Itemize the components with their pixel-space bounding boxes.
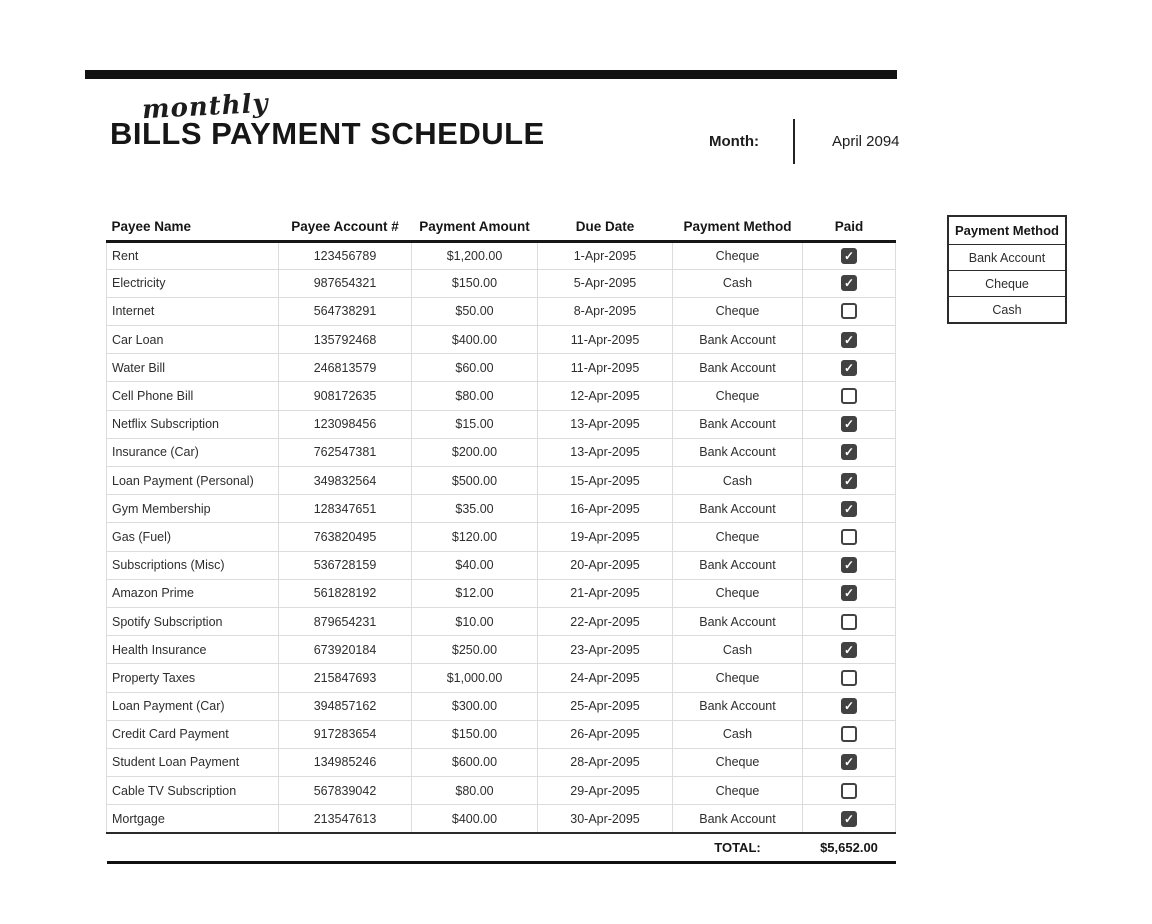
payment-method-cell: Cheque bbox=[673, 297, 803, 325]
month-value[interactable]: April 2094 bbox=[831, 132, 900, 150]
paid-checkbox[interactable]: ✓ bbox=[841, 585, 857, 601]
due-date-cell: 20-Apr-2095 bbox=[538, 551, 673, 579]
paid-cell bbox=[803, 269, 896, 297]
payment-amount-cell: $500.00 bbox=[412, 467, 538, 495]
payee-account-cell: 213547613 bbox=[279, 805, 412, 833]
table-row bbox=[107, 297, 896, 325]
table-row bbox=[107, 467, 896, 495]
payee-account-cell: 673920184 bbox=[279, 636, 412, 664]
payee-account-cell: 987654321 bbox=[279, 269, 412, 297]
payee-name-cell: Spotify Subscription bbox=[107, 607, 279, 635]
payee-name-cell: Amazon Prime bbox=[107, 579, 279, 607]
table-row bbox=[107, 523, 896, 551]
payment-amount-cell: $60.00 bbox=[412, 354, 538, 382]
payment-method-cell: Cash bbox=[673, 720, 803, 748]
due-date-cell: 30-Apr-2095 bbox=[538, 805, 673, 833]
payment-amount-cell: $10.00 bbox=[412, 607, 538, 635]
due-date-cell: 13-Apr-2095 bbox=[538, 438, 673, 466]
table-row bbox=[107, 607, 896, 635]
payee-account-cell: 762547381 bbox=[279, 438, 412, 466]
payment-method-cell: Bank Account bbox=[673, 551, 803, 579]
column-header-payee-account: Payee Account # bbox=[279, 214, 412, 241]
month-row bbox=[709, 118, 900, 164]
paid-checkbox[interactable]: ✓ bbox=[841, 248, 857, 264]
bills-table bbox=[106, 214, 896, 864]
table-row bbox=[107, 438, 896, 466]
column-header-paid: Paid bbox=[803, 214, 896, 241]
due-date-cell: 12-Apr-2095 bbox=[538, 382, 673, 410]
due-date-cell: 24-Apr-2095 bbox=[538, 664, 673, 692]
payee-name-cell: Internet bbox=[107, 297, 279, 325]
payment-amount-cell: $120.00 bbox=[412, 523, 538, 551]
paid-cell bbox=[803, 636, 896, 664]
payee-account-cell: 561828192 bbox=[279, 579, 412, 607]
payment-method-cell: Bank Account bbox=[673, 805, 803, 833]
due-date-cell: 26-Apr-2095 bbox=[538, 720, 673, 748]
total-row-spacer bbox=[107, 833, 673, 863]
table-row bbox=[107, 805, 896, 833]
payee-name-cell: Student Loan Payment bbox=[107, 748, 279, 776]
payment-method-cell: Bank Account bbox=[673, 326, 803, 354]
payment-method-legend bbox=[947, 215, 1067, 324]
legend-options bbox=[949, 244, 1065, 322]
payment-amount-cell: $12.00 bbox=[412, 579, 538, 607]
due-date-cell: 19-Apr-2095 bbox=[538, 523, 673, 551]
payee-account-cell: 879654231 bbox=[279, 607, 412, 635]
payment-amount-cell: $15.00 bbox=[412, 410, 538, 438]
payee-name-cell: Gym Membership bbox=[107, 495, 279, 523]
due-date-cell: 25-Apr-2095 bbox=[538, 692, 673, 720]
payment-method-cell: Cash bbox=[673, 467, 803, 495]
payment-amount-cell: $80.00 bbox=[412, 777, 538, 805]
paid-cell bbox=[803, 326, 896, 354]
due-date-cell: 16-Apr-2095 bbox=[538, 495, 673, 523]
payee-account-cell: 134985246 bbox=[279, 748, 412, 776]
due-date-cell: 22-Apr-2095 bbox=[538, 607, 673, 635]
payee-name-cell: Loan Payment (Car) bbox=[107, 692, 279, 720]
payment-amount-cell: $40.00 bbox=[412, 551, 538, 579]
payment-method-cell: Cheque bbox=[673, 777, 803, 805]
payment-method-cell: Cheque bbox=[673, 523, 803, 551]
paid-cell bbox=[803, 777, 896, 805]
top-accent-bar bbox=[85, 70, 897, 79]
paid-cell bbox=[803, 410, 896, 438]
payment-method-cell: Bank Account bbox=[673, 692, 803, 720]
table-row bbox=[107, 692, 896, 720]
column-header-due-date: Due Date bbox=[538, 214, 673, 241]
payee-name-cell: Subscriptions (Misc) bbox=[107, 551, 279, 579]
payee-account-cell: 763820495 bbox=[279, 523, 412, 551]
payee-name-cell: Loan Payment (Personal) bbox=[107, 467, 279, 495]
table-row bbox=[107, 636, 896, 664]
payee-account-cell: 536728159 bbox=[279, 551, 412, 579]
paid-checkbox[interactable] bbox=[841, 529, 857, 545]
table-header-row bbox=[107, 214, 896, 241]
bills-table-wrap bbox=[106, 214, 896, 864]
payee-name-cell: Electricity bbox=[107, 269, 279, 297]
payment-method-cell: Bank Account bbox=[673, 607, 803, 635]
payment-method-cell: Bank Account bbox=[673, 438, 803, 466]
due-date-cell: 8-Apr-2095 bbox=[538, 297, 673, 325]
table-body bbox=[107, 241, 896, 833]
paid-checkbox[interactable]: ✓ bbox=[841, 275, 857, 291]
legend-option: Cash bbox=[949, 296, 1065, 322]
payee-account-cell: 564738291 bbox=[279, 297, 412, 325]
payee-account-cell: 908172635 bbox=[279, 382, 412, 410]
table-row bbox=[107, 777, 896, 805]
payment-method-cell: Cheque bbox=[673, 664, 803, 692]
legend-option: Bank Account bbox=[949, 244, 1065, 270]
payment-amount-cell: $1,000.00 bbox=[412, 664, 538, 692]
paid-checkbox[interactable]: ✓ bbox=[841, 416, 857, 432]
paid-cell bbox=[803, 382, 896, 410]
paid-cell bbox=[803, 692, 896, 720]
paid-checkbox[interactable]: ✓ bbox=[841, 754, 857, 770]
legend-option: Cheque bbox=[949, 270, 1065, 296]
payee-name-cell: Water Bill bbox=[107, 354, 279, 382]
payment-method-cell: Cheque bbox=[673, 748, 803, 776]
payee-account-cell: 128347651 bbox=[279, 495, 412, 523]
payee-account-cell: 349832564 bbox=[279, 467, 412, 495]
payee-name-cell: Rent bbox=[107, 241, 279, 269]
paid-cell bbox=[803, 664, 896, 692]
paid-cell bbox=[803, 720, 896, 748]
payment-amount-cell: $200.00 bbox=[412, 438, 538, 466]
payment-amount-cell: $400.00 bbox=[412, 805, 538, 833]
paid-cell bbox=[803, 523, 896, 551]
month-label: Month: bbox=[709, 132, 759, 150]
paid-checkbox[interactable]: ✓ bbox=[841, 473, 857, 489]
payment-amount-cell: $150.00 bbox=[412, 720, 538, 748]
due-date-cell: 21-Apr-2095 bbox=[538, 579, 673, 607]
paid-checkbox[interactable]: ✓ bbox=[841, 501, 857, 517]
payment-method-cell: Cheque bbox=[673, 241, 803, 269]
payment-amount-cell: $250.00 bbox=[412, 636, 538, 664]
due-date-cell: 11-Apr-2095 bbox=[538, 354, 673, 382]
paid-cell bbox=[803, 579, 896, 607]
paid-cell bbox=[803, 297, 896, 325]
payee-account-cell: 215847693 bbox=[279, 664, 412, 692]
table-row bbox=[107, 269, 896, 297]
paid-cell bbox=[803, 805, 896, 833]
payee-account-cell: 394857162 bbox=[279, 692, 412, 720]
payment-amount-cell: $150.00 bbox=[412, 269, 538, 297]
payee-account-cell: 917283654 bbox=[279, 720, 412, 748]
paid-checkbox[interactable] bbox=[841, 614, 857, 630]
paid-cell bbox=[803, 607, 896, 635]
paid-checkbox[interactable] bbox=[841, 726, 857, 742]
paid-cell bbox=[803, 467, 896, 495]
payment-method-cell: Cash bbox=[673, 269, 803, 297]
paid-checkbox[interactable] bbox=[841, 783, 857, 799]
payee-name-cell: Mortgage bbox=[107, 805, 279, 833]
paid-checkbox[interactable]: ✓ bbox=[841, 557, 857, 573]
payment-amount-cell: $35.00 bbox=[412, 495, 538, 523]
payee-name-cell: Health Insurance bbox=[107, 636, 279, 664]
payment-method-cell: Bank Account bbox=[673, 354, 803, 382]
table-row bbox=[107, 354, 896, 382]
paid-cell bbox=[803, 354, 896, 382]
paid-checkbox[interactable] bbox=[841, 670, 857, 686]
paid-checkbox[interactable]: ✓ bbox=[841, 642, 857, 658]
due-date-cell: 29-Apr-2095 bbox=[538, 777, 673, 805]
payee-account-cell: 123456789 bbox=[279, 241, 412, 269]
month-divider-line bbox=[793, 119, 795, 164]
table-row bbox=[107, 495, 896, 523]
paid-checkbox[interactable]: ✓ bbox=[841, 444, 857, 460]
payment-method-cell: Cheque bbox=[673, 382, 803, 410]
paid-cell bbox=[803, 748, 896, 776]
payee-account-cell: 567839042 bbox=[279, 777, 412, 805]
table-row bbox=[107, 579, 896, 607]
paid-checkbox[interactable]: ✓ bbox=[841, 698, 857, 714]
table-row bbox=[107, 241, 896, 269]
payment-amount-cell: $300.00 bbox=[412, 692, 538, 720]
due-date-cell: 23-Apr-2095 bbox=[538, 636, 673, 664]
total-row bbox=[107, 833, 896, 863]
due-date-cell: 11-Apr-2095 bbox=[538, 326, 673, 354]
payment-method-cell: Cash bbox=[673, 636, 803, 664]
table-row bbox=[107, 410, 896, 438]
paid-checkbox[interactable] bbox=[841, 303, 857, 319]
paid-cell bbox=[803, 551, 896, 579]
payment-amount-cell: $50.00 bbox=[412, 297, 538, 325]
payee-name-cell: Cell Phone Bill bbox=[107, 382, 279, 410]
table-row bbox=[107, 551, 896, 579]
payment-method-cell: Bank Account bbox=[673, 410, 803, 438]
paid-checkbox[interactable] bbox=[841, 388, 857, 404]
payment-amount-cell: $400.00 bbox=[412, 326, 538, 354]
table-row bbox=[107, 664, 896, 692]
column-header-payment-method: Payment Method bbox=[673, 214, 803, 241]
page-title: BILLS PAYMENT SCHEDULE bbox=[110, 116, 545, 151]
paid-cell bbox=[803, 495, 896, 523]
table-row bbox=[107, 382, 896, 410]
title-script-word: monthly bbox=[141, 88, 270, 126]
payee-account-cell: 123098456 bbox=[279, 410, 412, 438]
paid-checkbox[interactable]: ✓ bbox=[841, 811, 857, 827]
payee-name-cell: Cable TV Subscription bbox=[107, 777, 279, 805]
due-date-cell: 28-Apr-2095 bbox=[538, 748, 673, 776]
table-row bbox=[107, 720, 896, 748]
payee-account-cell: 246813579 bbox=[279, 354, 412, 382]
payee-name-cell: Netflix Subscription bbox=[107, 410, 279, 438]
due-date-cell: 1-Apr-2095 bbox=[538, 241, 673, 269]
payee-name-cell: Gas (Fuel) bbox=[107, 523, 279, 551]
payee-account-cell: 135792468 bbox=[279, 326, 412, 354]
payment-amount-cell: $600.00 bbox=[412, 748, 538, 776]
total-label: TOTAL: bbox=[673, 833, 803, 863]
due-date-cell: 13-Apr-2095 bbox=[538, 410, 673, 438]
payee-name-cell: Property Taxes bbox=[107, 664, 279, 692]
column-header-payee-name: Payee Name bbox=[107, 214, 279, 241]
due-date-cell: 5-Apr-2095 bbox=[538, 269, 673, 297]
paid-checkbox[interactable]: ✓ bbox=[841, 332, 857, 348]
paid-cell bbox=[803, 438, 896, 466]
table-row bbox=[107, 326, 896, 354]
total-value: $5,652.00 bbox=[803, 833, 896, 863]
payment-method-cell: Bank Account bbox=[673, 495, 803, 523]
due-date-cell: 15-Apr-2095 bbox=[538, 467, 673, 495]
legend-title: Payment Method bbox=[954, 223, 1059, 238]
table-row bbox=[107, 748, 896, 776]
paid-cell bbox=[803, 241, 896, 269]
paid-checkbox[interactable]: ✓ bbox=[841, 360, 857, 376]
payee-name-cell: Insurance (Car) bbox=[107, 438, 279, 466]
payment-amount-cell: $80.00 bbox=[412, 382, 538, 410]
payment-method-cell: Cheque bbox=[673, 579, 803, 607]
payee-name-cell: Car Loan bbox=[107, 326, 279, 354]
payee-name-cell: Credit Card Payment bbox=[107, 720, 279, 748]
payment-amount-cell: $1,200.00 bbox=[412, 241, 538, 269]
column-header-payment-amount: Payment Amount bbox=[412, 214, 538, 241]
